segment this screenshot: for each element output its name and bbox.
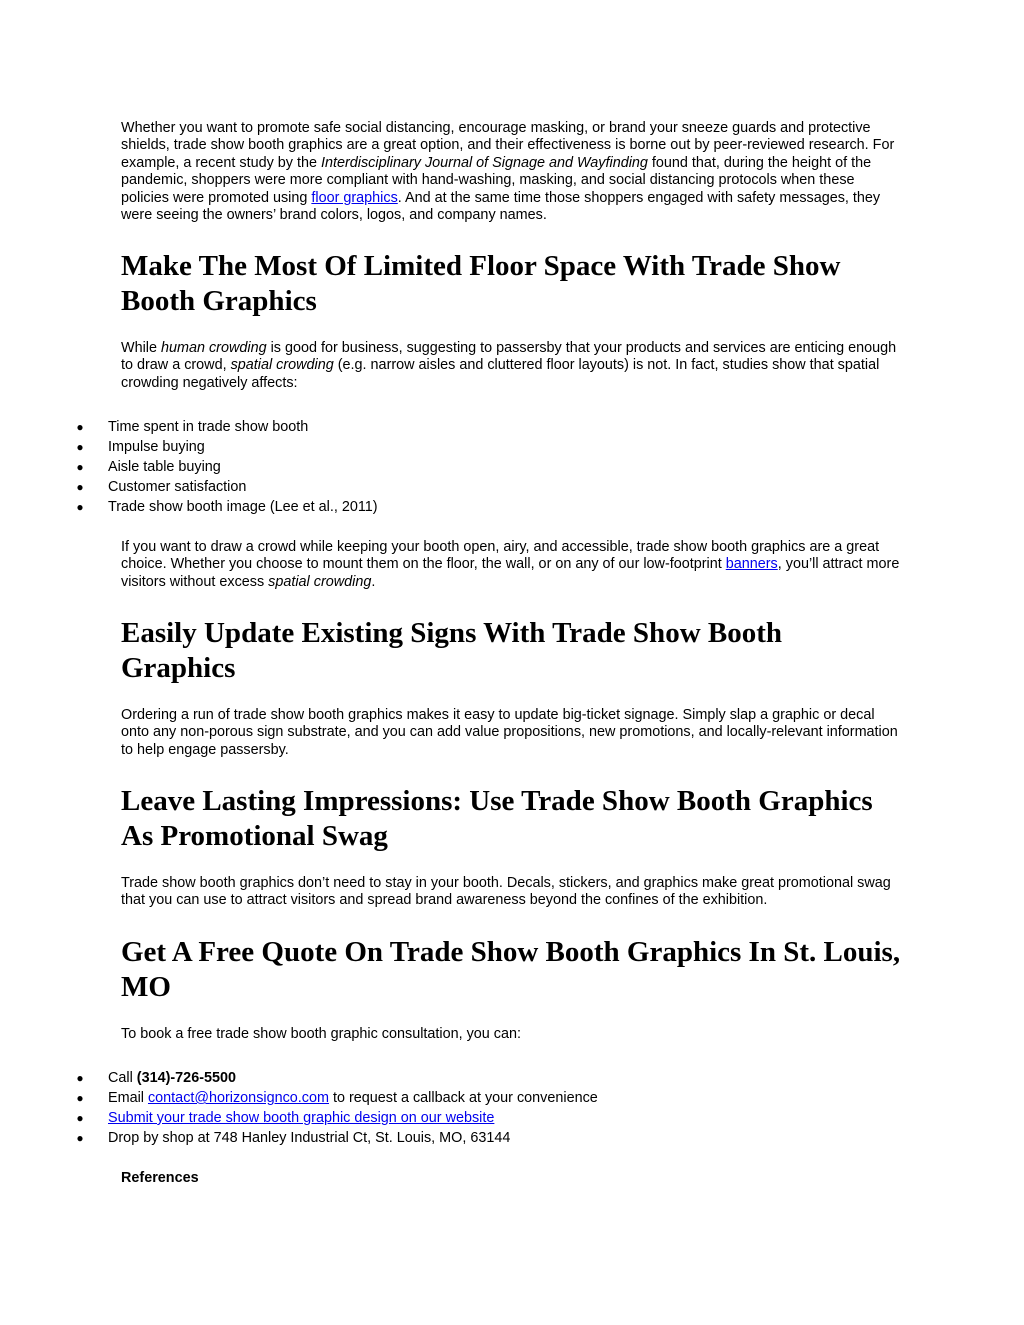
heading-update-signs: Easily Update Existing Signs With Trade Show Booth Graphics <box>121 617 783 684</box>
list-item-text: Customer satisfaction <box>108 479 247 495</box>
crowding-text-2: is good for business, suggesting to passersby that your products and services are enticing enough to draw a crowd, <box>121 340 897 374</box>
swag-paragraph: Trade show booth graphics don’t need to stay in your booth. Decals, stickers, and graphics make great promotional swag that you can use to attract visitors and spread brand awareness beyond the confines of the exhibition. <box>121 875 891 909</box>
intro-text-3: . And at the same time those shoppers engaged with safety messages, they were seeing the owners’ brand colors, logos, and company names. <box>121 189 881 224</box>
human-crowding-term: human crowding <box>160 340 267 356</box>
list-item-text: Time spent in trade show booth <box>108 419 309 435</box>
list-item <box>0 1068 900 1088</box>
phone-number: (314)-726-5500 <box>136 1070 236 1086</box>
intro-text-1: Whether you want to promote safe social distancing, encourage masking, or brand your sneeze guards and protective shields, trade show booth graphics are a great option, and their effectiveness is borne out by peer-reviewed research. For example, a recent study by the <box>121 120 895 171</box>
consultation-intro: To book a free trade show booth graphic consultation, you can: <box>121 1026 521 1042</box>
list-item <box>0 477 900 497</box>
intro-paragraph <box>121 120 901 224</box>
crowding-effects-list <box>0 417 900 517</box>
list-item <box>0 1088 900 1108</box>
bullet-icon: ● <box>76 420 84 434</box>
crowd-text-3: . <box>371 573 376 590</box>
crowd-paragraph <box>121 539 901 591</box>
list-item-text: Trade show booth image (Lee et al., 2011) <box>108 499 378 515</box>
bullet-icon: ● <box>76 1131 84 1145</box>
contact-options-list <box>0 1068 900 1148</box>
bullet-icon: ● <box>76 480 84 494</box>
references-heading: References <box>121 1170 199 1186</box>
bullet-icon: ● <box>76 1091 84 1105</box>
crowd-text-1: If you want to draw a crowd while keeping your booth open, airy, and accessible, trade show booth graphics are a great choice. Whether you choose to mount them on the floor, the wall, or on any of our low-footprint <box>121 539 880 573</box>
submit-design-link[interactable]: Submit your trade show booth graphic design on our website <box>108 1110 495 1126</box>
list-item-text: Impulse buying <box>108 439 205 455</box>
crowding-text-1: While <box>121 340 161 356</box>
heading-limited-floor-space: Make The Most Of Limited Floor Space With Trade Show Booth Graphics <box>121 250 841 317</box>
banners-link[interactable]: banners <box>725 556 778 573</box>
heading-free-quote: Get A Free Quote On Trade Show Booth Graphics In St. Louis, MO <box>121 936 901 1003</box>
list-item <box>0 437 900 457</box>
list-item <box>0 457 900 477</box>
bullet-icon: ● <box>76 1111 84 1125</box>
bullet-icon: ● <box>76 1071 84 1085</box>
spatial-crowding-term: spatial crowding <box>230 357 334 374</box>
list-item <box>0 497 900 517</box>
crowd-text-2: , you’ll attract more visitors without excess <box>121 556 900 590</box>
update-signs-paragraph: Ordering a run of trade show booth graphics makes it easy to update big-ticket signage. Simply slap a graphic or decal onto any non-porous sign substrate, and you can add value propositions, new promotions, and locally-relevant information to help engage passersby. <box>121 707 898 758</box>
intro-text-2: found that, during the height of the pandemic, shoppers were more compliant with hand-washing, masking, and social distancing protocols when these policies were promoted using <box>121 154 872 206</box>
list-item <box>0 1128 900 1148</box>
list-item-text: Aisle table buying <box>108 459 221 475</box>
shop-address: Drop by shop at 748 Hanley Industrial Ct, St. Louis, MO, 63144 <box>108 1130 511 1146</box>
list-item <box>0 417 900 437</box>
journal-name: Interdisciplinary Journal of Signage and Wayfinding <box>320 154 648 171</box>
email-label: Email <box>108 1090 148 1106</box>
bullet-icon: ● <box>76 460 84 474</box>
heading-lasting-impressions: Leave Lasting Impressions: Use Trade Show Booth Graphics As Promotional Swag <box>121 785 873 852</box>
email-link[interactable]: contact@horizonsignco.com <box>147 1090 329 1106</box>
crowding-text-3: (e.g. narrow aisles and cluttered floor layouts) is not. In fact, studies show that spatial crowding negatively affects: <box>121 357 880 391</box>
bullet-icon: ● <box>76 500 84 514</box>
list-item <box>0 1108 900 1128</box>
spatial-crowding-term: spatial crowding <box>268 573 372 590</box>
floor-graphics-link[interactable]: floor graphics <box>311 189 398 206</box>
crowding-paragraph <box>121 340 901 392</box>
bullet-icon: ● <box>76 440 84 454</box>
email-suffix: to request a callback at your convenience <box>328 1090 598 1106</box>
call-label: Call <box>108 1070 137 1086</box>
